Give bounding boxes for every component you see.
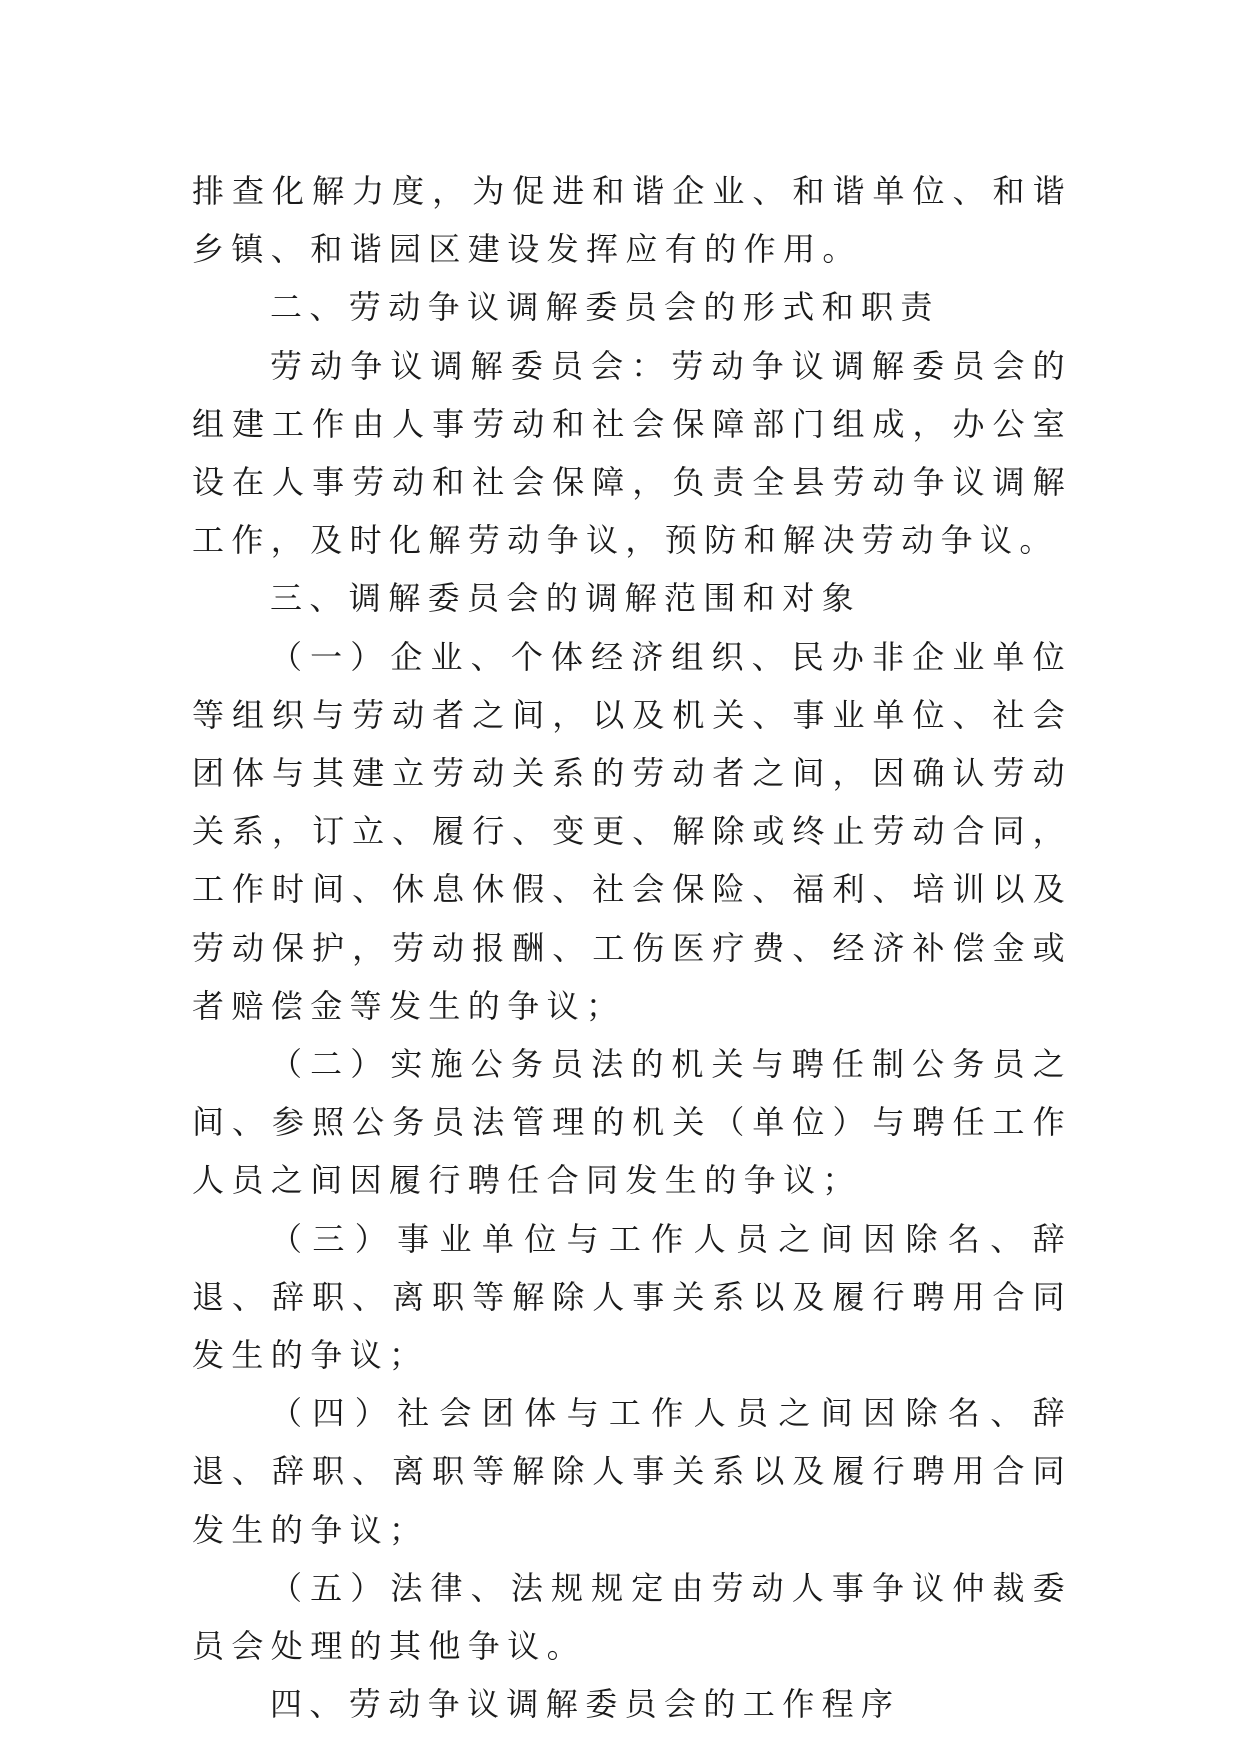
document-body: [192, 162, 1072, 1733]
list-item-1: （一）企业、个体经济组织、民办非企业单位等组织与劳动者之间，以及机关、事业单位、社会团体与其建立劳动关系的劳动者之间，因确认劳动关系，订立、履行、变更、解除或终止劳动合同，工作时间、休息休假、社会保险、福利、培训以及劳动保护，劳动报酬、工伤医疗费、经济补偿金或者赔偿金等发生的争议；: [192, 637, 1072, 1025]
list-item-3: （三）事业单位与工作人员之间因除名、辞退、辞职、离职等解除人事关系以及履行聘用合同发生的争议；: [192, 1219, 1072, 1375]
section-heading-4: 四、劳动争议调解委员会的工作程序: [270, 1685, 901, 1724]
section-heading-3: 三、调解委员会的调解范围和对象: [270, 579, 862, 618]
list-item-2: （二）实施公务员法的机关与聘任制公务员之间、参照公务员法管理的机关（单位）与聘任工作人员之间因履行聘任合同发生的争议；: [192, 1045, 1072, 1200]
paragraph-committee-description: 劳动争议调解委员会：劳动争议调解委员会的组建工作由人事劳动和社会保障部门组成，办公室设在人事劳动和社会保障，负责全县劳动争议调解工作，及时化解劳动争议，预防和解决劳动争议。: [192, 346, 1072, 560]
list-item-4: （四）社会团体与工作人员之间因除名、辞退、辞职、离职等解除人事关系以及履行聘用合同发生的争议；: [192, 1394, 1072, 1549]
paragraph-continuation: 排查化解力度，为促进和谐企业、和谐单位、和谐乡镇、和谐园区建设发挥应有的作用。: [192, 172, 1072, 269]
list-item-5: （五）法律、法规规定由劳动人事争议仲裁委员会处理的其他争议。: [192, 1568, 1072, 1666]
section-heading-2: 二、劳动争议调解委员会的形式和职责: [270, 288, 940, 327]
